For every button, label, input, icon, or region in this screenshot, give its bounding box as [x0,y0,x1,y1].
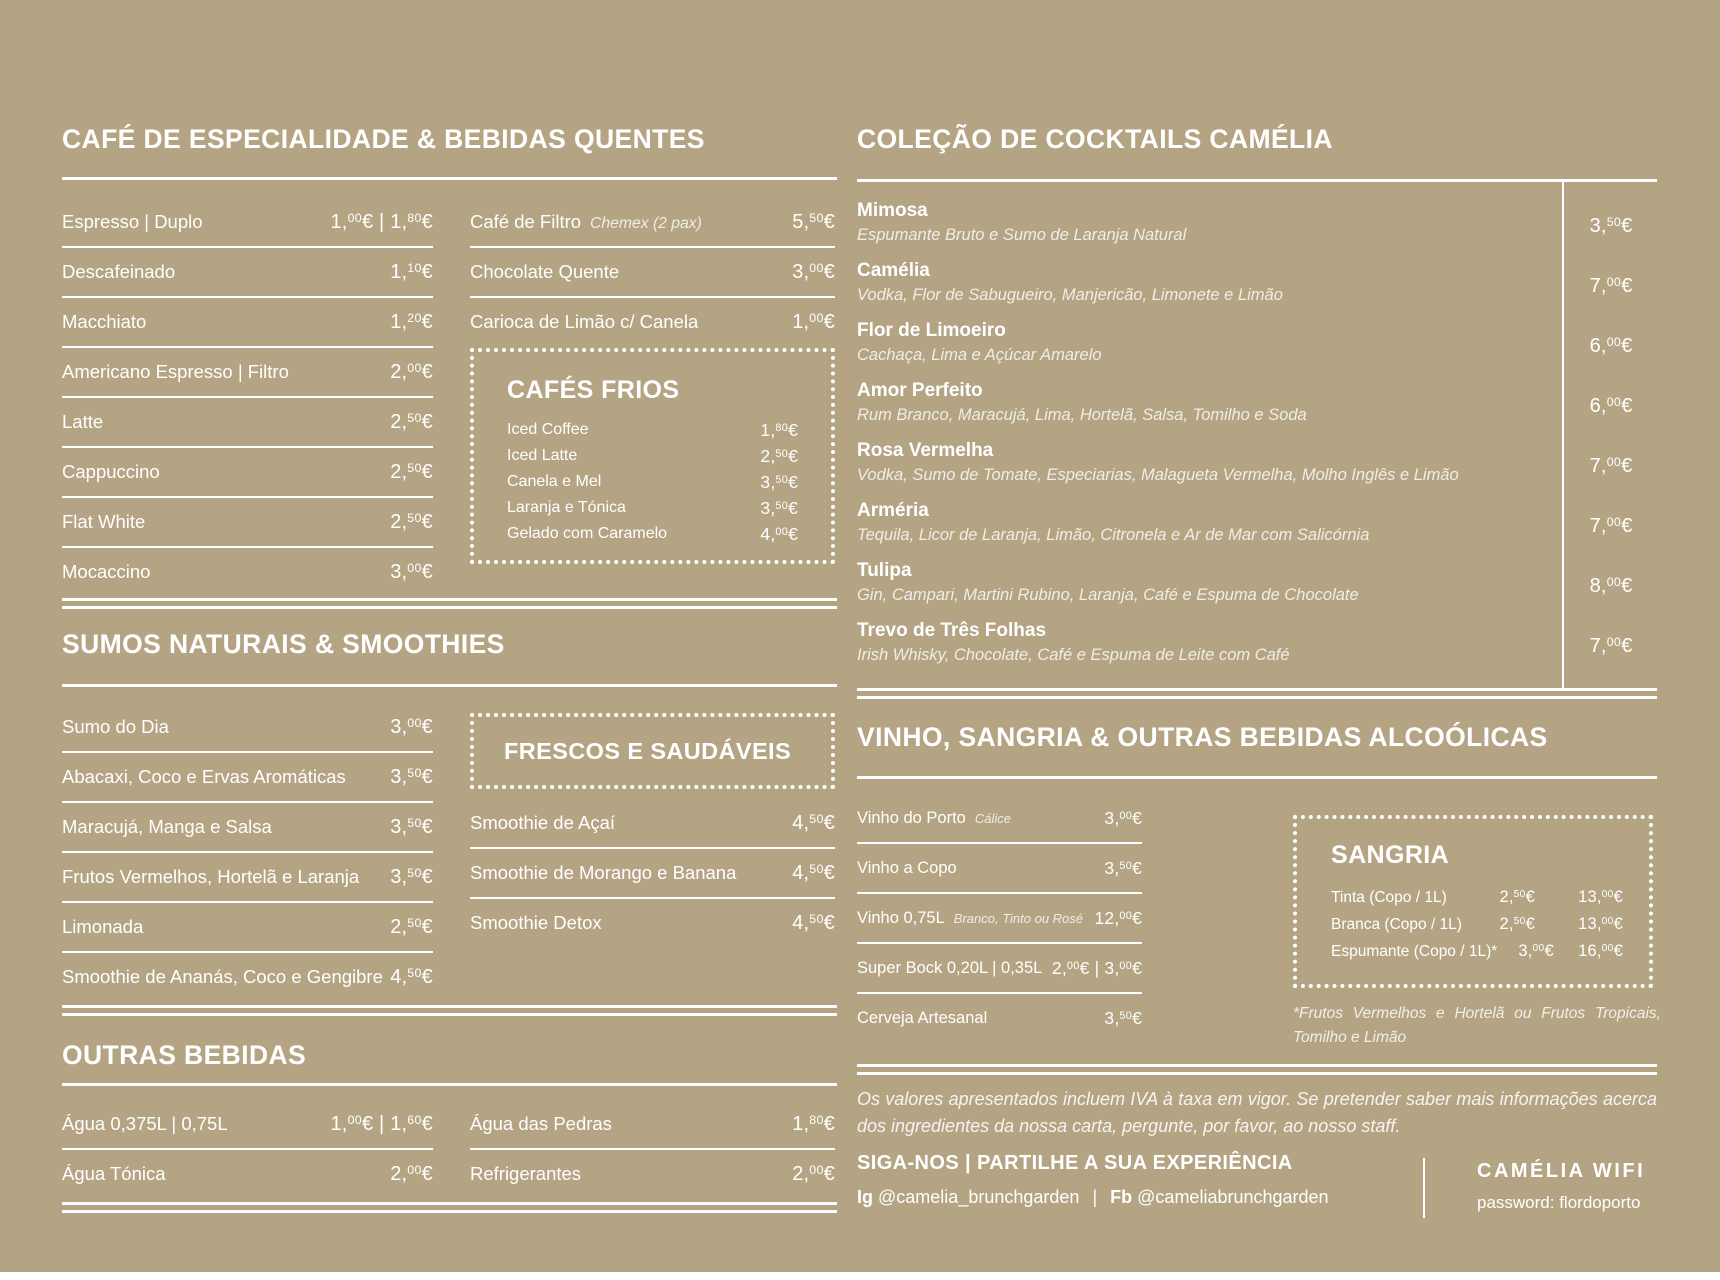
sangria-list [1331,884,1623,965]
cocktail-row [857,316,1542,376]
item-price: 2,50€ [390,410,433,433]
item-label: Latte [62,411,104,432]
item-note: Branco, Tinto ou Rosé [953,910,1084,926]
sangria-item-row [1331,938,1623,965]
cafes-frios-box [470,348,835,564]
sangria-box [1293,815,1653,988]
social-handles [857,1187,1329,1208]
item-price: 1,80€ [760,419,798,440]
cocktail-description: Irish Whisky, Chocolate, Café e Espuma de Leite com Café [857,646,1290,664]
item-price: 1,80€ [792,1112,835,1135]
item-label: Canela e Mel [507,473,602,490]
divider-left-bottom [62,1202,837,1213]
cocktail-row [857,256,1542,316]
menu-item-row [470,248,835,298]
vinho-list [857,794,1142,1042]
menu-item-row [62,753,433,803]
item-price-copo: 3,00€ [1518,942,1554,960]
item-label: Mocaccino [62,561,151,582]
item-price: 2,00€ [792,1162,835,1185]
cocktail-price: 3,50€ [1589,214,1633,237]
section-title-coffee: CAFÉ DE ESPECIALIDADE & BEBIDAS QUENTES [62,124,705,154]
instagram-handle: @camelia_brunchgarden [878,1187,1080,1207]
item-price-copo: 2,50€ [1499,888,1535,906]
rule-vinho [857,776,1657,779]
cocktail-row [857,556,1542,616]
sangria-item-row [1331,911,1623,938]
cocktails-price-list [1570,196,1652,676]
cocktail-price: 7,00€ [1589,274,1633,297]
menu-item-row [470,849,835,899]
item-label: Tinta (Copo / 1L) [1331,888,1447,906]
divider-sumos-outras [62,1005,837,1016]
menu-item-row [470,1100,835,1150]
cocktail-name: Rosa Vermelha [857,440,994,461]
item-price: 2,50€ [390,510,433,533]
item-label: Limonada [62,916,144,937]
cocktail-price: 7,00€ [1589,454,1633,477]
item-label: Smoothie Detox [470,912,602,933]
rule-sumos [62,684,837,687]
iva-note: Os valores apresentados incluem IVA à taxa em vigor. Se pretender saber mais informações acerca dos ingredientes da nossa carta, pergunte, por favor, ao nosso staff. [857,1089,1657,1136]
outras-list-left [62,1100,433,1198]
item-label: Refrigerantes [470,1163,582,1184]
divider-coffee-sumos [62,598,837,609]
item-label: Água das Pedras [470,1113,612,1134]
cocktail-price: 8,00€ [1589,574,1633,597]
menu-item-row [507,495,798,521]
instagram-label: Ig [857,1187,873,1207]
sangria-title: SANGRIA [1331,841,1450,869]
cocktail-price-row [1570,196,1652,256]
item-price: 3,50€ [390,865,433,888]
item-label: Vinho do Porto Cálice [857,808,1011,827]
outras-list-right [470,1100,835,1198]
cocktail-row [857,436,1542,496]
item-price: 4,00€ [760,523,798,544]
sangria-footnote: *Frutos Vermelhos e Hortelã ou Frutos Tropicais, Tomilho e Limão [1293,1005,1661,1046]
wifi-password: password: flordoporto [1477,1193,1641,1212]
cafes-frios-title: CAFÉS FRIOS [507,376,680,404]
item-label: Cerveja Artesanal [857,1008,988,1027]
item-price: 1,10€ [390,260,433,283]
facebook-handle: @cameliabrunchgarden [1137,1187,1329,1207]
section-title-vinho: VINHO, SANGRIA & OUTRAS BEBIDAS ALCOÓLICAS [857,722,1548,752]
cocktail-price: 7,00€ [1589,634,1633,657]
cocktails-price-divider [1562,179,1564,690]
menu-item-row [857,994,1142,1042]
item-price: 2,50€ [760,445,798,466]
section-title-cocktails: COLEÇÃO DE COCKTAILS CAMÉLIA [857,124,1333,154]
divider-cocktails-vinho [857,688,1657,699]
menu-item-row [470,799,835,849]
menu-item-row [62,548,433,596]
cocktail-name: Tulipa [857,560,912,581]
item-price: 2,00€ [390,360,433,383]
item-price: 2,50€ [390,460,433,483]
item-label: Vinho a Copo [857,858,957,877]
menu-item-row [62,398,433,448]
wifi-block [1477,1160,1645,1213]
item-label: Descafeinado [62,261,176,282]
facebook-label: Fb [1110,1187,1133,1207]
cafes-frios-list [507,417,798,547]
cocktail-price-row [1570,376,1652,436]
item-label: Americano Espresso | Filtro [62,361,289,382]
item-price: 3,50€ [760,471,798,492]
item-note: Cálice [974,810,1011,826]
item-label: Smoothie de Açaí [470,812,616,833]
sangria-item-row [1331,884,1623,911]
social-block [857,1152,1329,1208]
section-title-outras: OUTRAS BEBIDAS [62,1040,307,1070]
handle-separator: | [1092,1187,1098,1207]
item-price: 4,50€ [792,911,835,934]
cocktail-name: Trevo de Três Folhas [857,620,1047,641]
item-note: Chemex (2 pax) [590,215,702,232]
item-label: Macchiato [62,311,147,332]
menu-item-row [470,1150,835,1198]
cocktail-description: Vodka, Sumo de Tomate, Especiarias, Malagueta Vermelha, Molho Inglês e Limão [857,466,1459,484]
item-label: Espresso | Duplo [62,211,203,232]
item-price: 1,00€ | 1,80€ [330,210,433,233]
item-price: 3,50€ [1104,1007,1142,1028]
cocktail-name: Arméria [857,500,929,521]
cocktail-row [857,376,1542,436]
item-price: 4,50€ [792,811,835,834]
cocktail-row [857,616,1542,676]
rule-outras [62,1083,837,1086]
menu-item-row [62,803,433,853]
menu-item-row [507,443,798,469]
cocktail-description: Vodka, Flor de Sabugueiro, Manjericão, Limonete e Limão [857,286,1283,304]
item-price: 2,00€ | 3,00€ [1051,957,1142,978]
item-label: Vinho 0,75L Branco, Tinto ou Rosé [857,908,1084,927]
menu-item-row [62,298,433,348]
frescos-title: FRESCOS E SAUDÁVEIS [504,737,792,764]
item-label: Flat White [62,511,146,532]
menu-item-row [62,953,433,1001]
cocktail-name: Mimosa [857,200,928,221]
cocktail-price: 6,00€ [1589,394,1633,417]
item-label: Iced Latte [507,447,578,464]
menu-item-row [62,498,433,548]
item-label: Iced Coffee [507,421,589,438]
item-label: Smoothie de Morango e Banana [470,862,737,883]
item-price: 2,00€ [390,1162,433,1185]
menu-item-row [857,894,1142,944]
cocktail-description: Rum Branco, Maracujá, Lima, Hortelã, Salsa, Tomilho e Soda [857,406,1307,424]
item-price: 3,00€ [1104,807,1142,828]
menu-item-row [62,248,433,298]
item-price: 3,00€ [390,560,433,583]
item-label: Água Tónica [62,1163,166,1184]
rule-cocktails [857,179,1657,182]
item-label: Água 0,375L | 0,75L [62,1113,228,1134]
item-label: Carioca de Limão c/ Canela [470,311,699,332]
item-price: 1,00€ | 1,60€ [330,1112,433,1135]
page-bottom-edge [0,1272,1720,1280]
cocktails-list [857,196,1542,676]
item-price: 4,50€ [390,965,433,988]
rule-coffee [62,177,837,180]
menu-item-row [62,198,433,248]
item-label: Frutos Vermelhos, Hortelã e Laranja [62,866,360,887]
item-price: 3,00€ [390,715,433,738]
item-price: 3,50€ [390,815,433,838]
sumos-list-right [470,799,835,947]
item-label: Abacaxi, Coco e Ervas Aromáticas [62,766,346,787]
menu-item-row [470,198,835,248]
item-price-litro: 13,00€ [1578,915,1623,933]
cocktail-price-row [1570,316,1652,376]
menu-item-row [507,521,798,547]
frescos-box [470,713,835,789]
cocktail-row [857,196,1542,256]
item-price: 3,00€ [792,260,835,283]
item-price: 12,00€ [1094,907,1142,928]
item-price: 3,50€ [390,765,433,788]
menu-item-row [857,944,1142,994]
cocktail-price-row [1570,256,1652,316]
item-price: 1,20€ [390,310,433,333]
cocktail-price-row [1570,616,1652,676]
cocktail-description: Gin, Campari, Martini Rubino, Laranja, Café e Espuma de Chocolate [857,586,1359,604]
item-label: Super Bock 0,20L | 0,35L [857,958,1043,977]
coffee-list-left [62,198,433,596]
item-label: Café de Filtro Chemex (2 pax) [470,211,702,232]
item-label: Chocolate Quente [470,261,620,282]
item-label: Maracujá, Manga e Salsa [62,816,272,837]
cocktail-price: 7,00€ [1589,514,1633,537]
item-label: Branca (Copo / 1L) [1331,915,1462,933]
cocktail-description: Tequila, Licor de Laranja, Limão, Citronela e Ar de Mar com Salicórnia [857,526,1370,544]
cocktail-price: 6,00€ [1589,334,1633,357]
cocktail-price-row [1570,436,1652,496]
item-price-litro: 16,00€ [1578,942,1623,960]
menu-item-row [470,899,835,947]
menu-item-row [857,794,1142,844]
menu-item-row [857,844,1142,894]
menu-item-row [62,348,433,398]
menu-item-row [62,448,433,498]
coffee-list-right [470,198,835,346]
section-title-sumos: SUMOS NATURAIS & SMOOTHIES [62,629,505,659]
menu-item-row [507,469,798,495]
item-price: 5,50€ [792,210,835,233]
footer-divider [1423,1158,1425,1218]
social-title: SIGA-NOS | PARTILHE A SUA EXPERIÊNCIA [857,1152,1293,1174]
item-price: 3,50€ [1104,857,1142,878]
menu-item-row [470,298,835,346]
cocktail-name: Amor Perfeito [857,380,983,401]
item-price-litro: 13,00€ [1578,888,1623,906]
menu-item-row [507,417,798,443]
item-price: 3,50€ [760,497,798,518]
menu-item-row [62,903,433,953]
menu-item-row [62,1100,433,1150]
cocktail-price-row [1570,496,1652,556]
menu-item-row [62,1150,433,1198]
cocktail-price-row [1570,556,1652,616]
cocktail-row [857,496,1542,556]
item-label: Laranja e Tónica [507,499,626,516]
cocktail-name: Flor de Limoeiro [857,320,1006,341]
item-label: Gelado com Caramelo [507,525,668,542]
cocktail-description: Espumante Bruto e Sumo de Laranja Natural [857,226,1187,244]
divider-footer [857,1064,1657,1075]
item-label: Sumo do Dia [62,716,169,737]
item-price: 2,50€ [390,915,433,938]
cocktail-name: Camélia [857,260,930,281]
item-label: Espumante (Copo / 1L)* [1331,942,1498,960]
item-price: 1,00€ [792,310,835,333]
sumos-list-left [62,703,433,1001]
item-label: Cappuccino [62,461,160,482]
item-price-copo: 2,50€ [1499,915,1535,933]
menu-item-row [62,853,433,903]
menu-item-row [62,703,433,753]
cocktail-description: Cachaça, Lima e Açúcar Amarelo [857,346,1102,364]
item-label: Smoothie de Ananás, Coco e Gengibre [62,966,383,987]
item-price: 4,50€ [792,861,835,884]
wifi-title: CAMÉLIA WIFI [1477,1160,1646,1182]
